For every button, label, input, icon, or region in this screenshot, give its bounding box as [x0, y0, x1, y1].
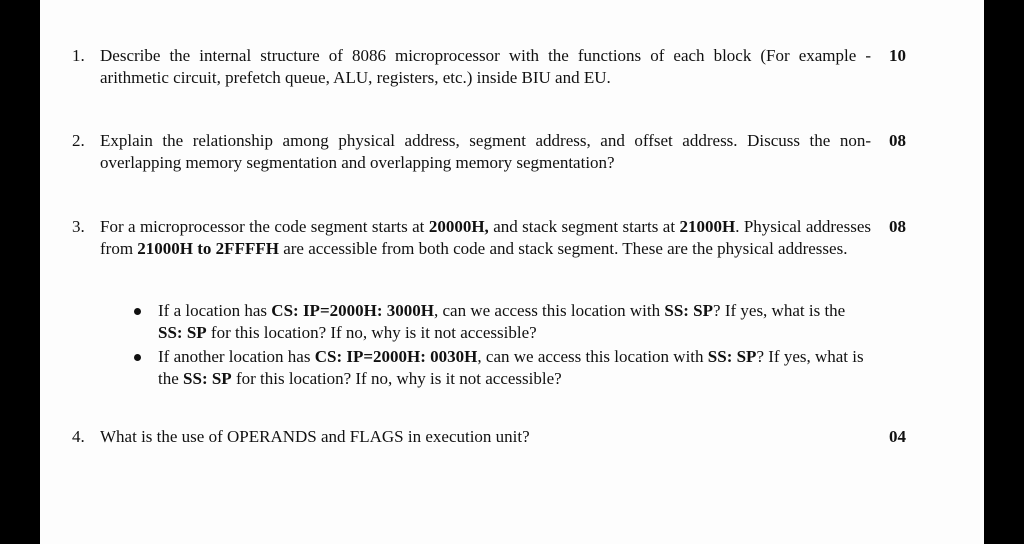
text-run: ? If yes, what is the: [158, 347, 864, 388]
question-text: [100, 45, 871, 89]
text-run: If a location has: [158, 301, 272, 320]
question-text: [100, 216, 871, 260]
sub-question-text: [158, 347, 864, 388]
bullet-icon: [134, 354, 141, 361]
sub-question-text: [158, 301, 845, 342]
text-run: Explain the relationship among physical address, segment address, and offset address. Discuss the non-overlapping memory segmentation and overlapping memory segmentation?: [100, 131, 871, 172]
question-marks: 10: [889, 46, 906, 65]
bold-text: 20000H,: [428, 217, 489, 236]
question-number: 1.: [72, 46, 85, 65]
text-run: are accessible from both code and stack segment. These are the physical addresses.: [278, 239, 848, 258]
list-item: [158, 300, 874, 344]
bold-text: SS: SP: [707, 347, 757, 366]
text-run: If another location has: [158, 347, 315, 366]
question-4: [72, 426, 871, 448]
text-run: . Physical addresses from: [100, 217, 871, 258]
question-number: 4.: [72, 427, 85, 446]
bold-text: CS: IP=2000H: 0030H: [314, 347, 478, 366]
text-run: Describe the internal structure of 8086 microprocessor with the functions of each block (For example - arithmetic circuit, prefetch queue, ALU, registers, etc.) inside BIU and EU.: [100, 46, 871, 87]
question-number: 3.: [72, 217, 85, 236]
question-number: 2.: [72, 131, 85, 150]
text-run: What is the use of OPERANDS and FLAGS in execution unit?: [100, 427, 530, 446]
question-3: [72, 216, 871, 260]
question-paper: [40, 0, 984, 544]
question-marks: 04: [889, 427, 906, 446]
sub-question-list: [158, 300, 874, 392]
question-marks: 08: [889, 131, 906, 150]
text-run: , can we access this location with: [433, 301, 665, 320]
text-run: and stack segment starts at: [488, 217, 680, 236]
text-run: for this location? If no, why is it not accessible?: [231, 369, 562, 388]
text-run: for this location? If no, why is it not accessible?: [206, 323, 537, 342]
bold-text: 21000H: [679, 217, 736, 236]
bold-text: CS: IP=2000H: 3000H: [271, 301, 434, 320]
text-run: ? If yes, what is the: [713, 301, 846, 320]
question-1: [72, 45, 871, 89]
bold-text: SS: SP: [158, 323, 207, 342]
list-item: [158, 346, 874, 390]
question-text: [100, 130, 871, 174]
question-marks: 08: [889, 217, 906, 236]
bold-text: SS: SP: [183, 369, 232, 388]
bold-text: SS: SP: [664, 301, 714, 320]
question-text: [100, 426, 871, 448]
bullet-icon: [134, 308, 141, 315]
bold-text: 21000H to 2FFFFH: [137, 239, 279, 258]
text-run: For a microprocessor the code segment starts at: [100, 217, 429, 236]
text-run: , can we access this location with: [477, 347, 708, 366]
question-2: [72, 130, 871, 174]
